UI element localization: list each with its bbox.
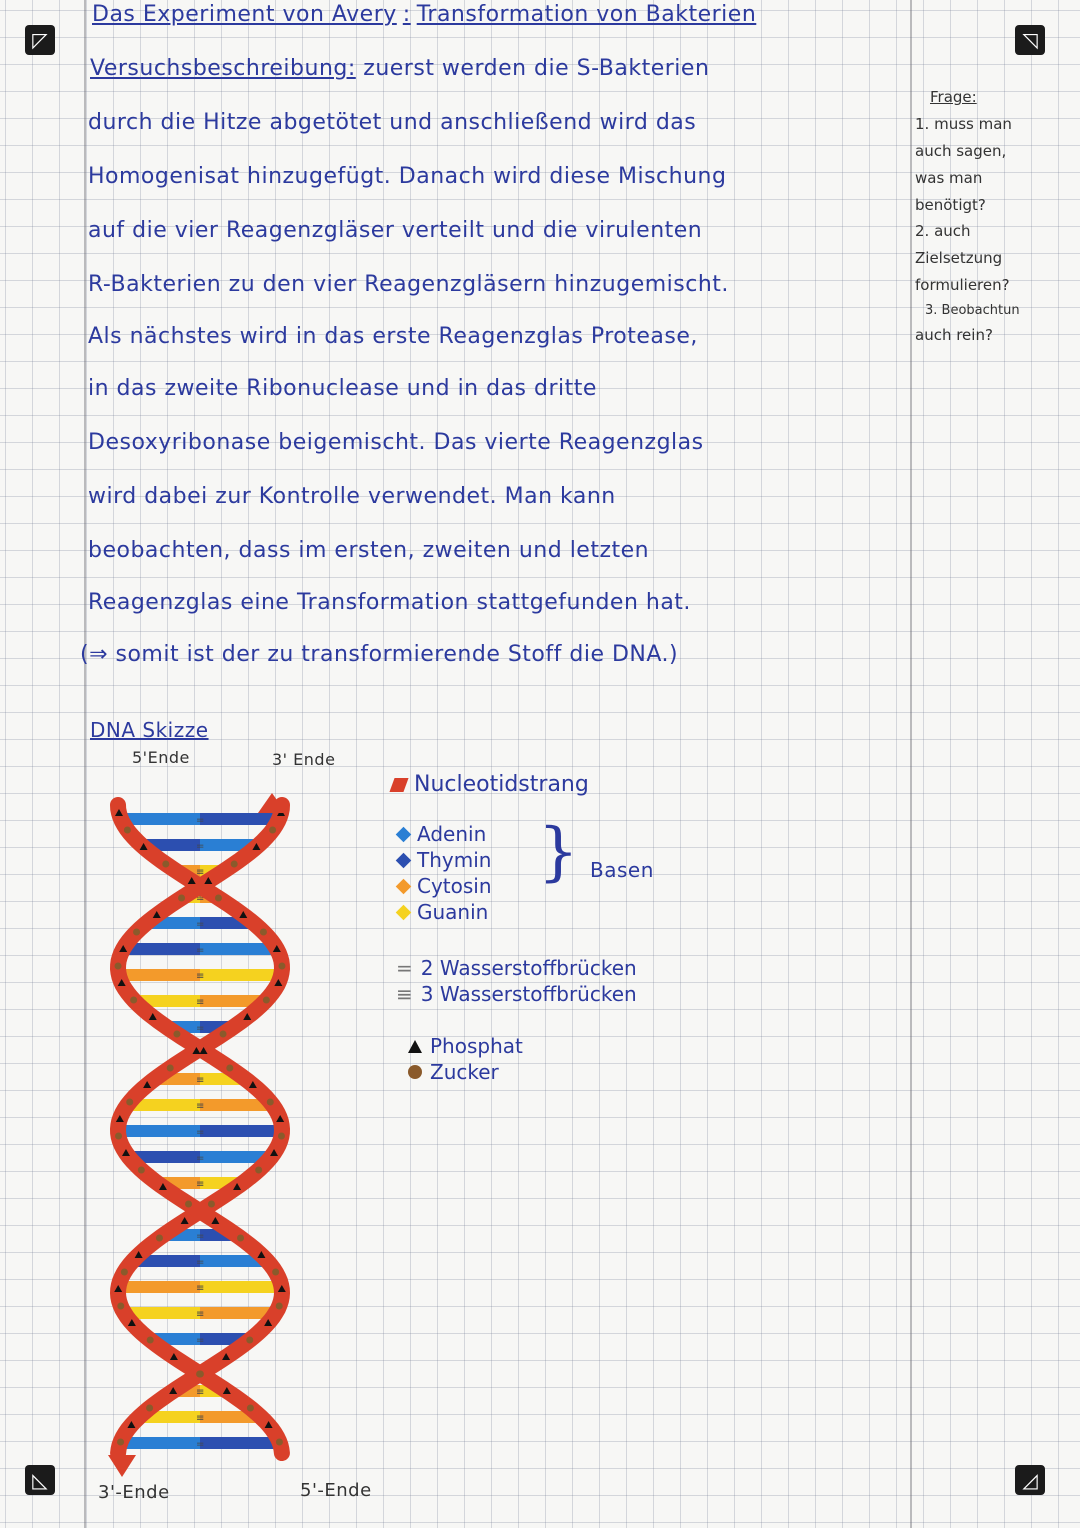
hydrogen-bond-mark: = [196, 841, 205, 852]
base-right [200, 969, 281, 981]
sugar-mark [115, 963, 122, 970]
sugar-mark [215, 895, 222, 902]
side-note-line-1: auch sagen, [915, 142, 1007, 160]
sugar-mark [208, 1201, 215, 1208]
sugar-mark [147, 1337, 154, 1344]
dna-helix-sketch [60, 765, 360, 1495]
base-pairs [118, 813, 282, 1450]
legend-cytosin [398, 874, 492, 898]
hydrogen-bond-mark: ≡ [196, 1309, 205, 1320]
hydrogen-bond-mark: = [196, 1023, 205, 1034]
body-text: zuerst werden die S-Bakterien [363, 56, 710, 81]
description-label: Versuchsbeschreibung: [90, 56, 356, 81]
hydrogen-bond-mark: ≡ [196, 1387, 205, 1398]
hydrogen-bond-mark: = [196, 945, 205, 956]
sugar-mark [126, 1099, 133, 1106]
arrow-bottom [108, 1455, 136, 1477]
sugar-mark [196, 1371, 203, 1378]
sugar-mark [278, 1133, 285, 1140]
body-line-1: durch die Hitze abgetötet und anschließend wird das [88, 110, 697, 135]
side-note-heading: Frage: [930, 88, 977, 106]
body-line-8: wird dabei zur Kontrolle verwendet. Man kann [88, 484, 616, 509]
sugar-mark [269, 827, 276, 834]
corner-mark-top-left: ◸ [25, 25, 55, 55]
legend-cytosin-label: Cytosin [417, 874, 492, 898]
sugar-mark [178, 895, 185, 902]
sugar-mark [167, 1065, 174, 1072]
legend-strand [392, 772, 589, 797]
legend-strand-label: Nucleotidstrang [414, 772, 589, 797]
base-right [200, 813, 279, 825]
body-line-2: Homogenisat hinzugefügt. Danach wird diese Mischung [88, 164, 727, 189]
sugar-mark [246, 1337, 253, 1344]
sugar-mark [276, 1303, 283, 1310]
corner-mark-bottom-right: ◿ [1015, 1465, 1045, 1495]
margin-line-right [910, 0, 912, 1528]
sugar-mark [272, 1269, 279, 1276]
hydrogen-bond-mark: = [196, 1127, 205, 1138]
corner-mark-top-right: ◹ [1015, 25, 1045, 55]
sugar-mark [133, 929, 140, 936]
side-note-line-4: 2. auch [915, 222, 971, 240]
hydrogen-bond-mark: ≡ [196, 997, 205, 1008]
side-note-line-8: auch rein? [915, 326, 993, 344]
page-title [92, 2, 756, 27]
sugar-mark [267, 1099, 274, 1106]
legend-thymin [398, 848, 491, 872]
sugar-mark [115, 1133, 122, 1140]
body-line-6: in das zweite Ribonuclease und in das dritte [88, 376, 597, 401]
hydrogen-bond-mark: = [196, 1257, 205, 1268]
sugar-mark [260, 929, 267, 936]
title-main: Das Experiment von Avery [92, 2, 397, 27]
label-bottom-5-end: 5'-Ende [300, 1480, 372, 1501]
hydrogen-bond-mark: = [196, 1153, 205, 1164]
title-separator: : [402, 2, 411, 27]
sugar-swatch [408, 1065, 422, 1079]
sugar-mark [255, 1167, 262, 1174]
legend-bond-2-label: 2 Wasserstoffbrücken [420, 956, 637, 980]
sugar-mark [247, 1405, 254, 1412]
body-line-11: (⇒ somit ist der zu transformierende Stoff die DNA.) [80, 642, 679, 667]
bond-3-symbol: ≡ [396, 982, 413, 1006]
side-note-line-7: 3. Beobachtun [925, 303, 1020, 318]
base-left [118, 1125, 200, 1137]
legend-bond-3 [396, 982, 637, 1006]
legend-thymin-label: Thymin [417, 848, 492, 872]
sugar-mark [117, 1303, 124, 1310]
sugar-mark [156, 1235, 163, 1242]
sugar-mark [237, 1235, 244, 1242]
legend-guanin [398, 900, 488, 924]
bases-brace: } [538, 815, 579, 889]
legend-phosphate-label: Phosphat [430, 1034, 523, 1058]
sugar-mark [226, 1065, 233, 1072]
bond-2-symbol: = [396, 956, 413, 980]
hydrogen-bond-mark: ≡ [196, 893, 205, 904]
sugar-mark [124, 827, 131, 834]
bases-label: Basen [590, 858, 654, 882]
corner-mark-bottom-left: ◺ [25, 1465, 55, 1495]
hydrogen-bond-mark: ≡ [196, 1413, 205, 1424]
base-left [119, 969, 200, 981]
legend-bond-3-label: 3 Wasserstoffbrücken [420, 982, 637, 1006]
sketch-heading: DNA Skizze [90, 718, 209, 742]
legend-guanin-label: Guanin [417, 900, 489, 924]
sugar-mark [117, 1439, 124, 1446]
base-left [121, 813, 200, 825]
legend-sugar [408, 1060, 499, 1084]
hydrogen-bond-mark: = [196, 1439, 205, 1450]
thymin-swatch [396, 852, 412, 868]
sugar-mark [121, 1269, 128, 1276]
phosphate-swatch [408, 1040, 422, 1053]
hydrogen-bond-mark: ≡ [196, 971, 205, 982]
sugar-mark [278, 963, 285, 970]
hydrogen-bond-mark: ≡ [196, 1075, 205, 1086]
label-top-5-end: 5'Ende [132, 748, 190, 767]
sugar-mark [231, 861, 238, 868]
body-line-10: Reagenzglas eine Transformation stattgefunden hat. [88, 590, 691, 615]
side-note-line-5: Zielsetzung [915, 249, 1003, 267]
side-note-line-3: benötigt? [915, 196, 986, 214]
sugar-mark [220, 1031, 227, 1038]
hydrogen-bond-mark: = [196, 1335, 205, 1346]
body-line-9: beobachten, dass im ersten, zweiten und letzten [88, 538, 650, 563]
sugar-mark [146, 1405, 153, 1412]
side-note-line-2: was man [915, 169, 983, 187]
side-note-line-6: formulieren? [915, 276, 1010, 294]
legend-phosphate [408, 1034, 523, 1058]
strand-swatch [389, 778, 408, 792]
base-left [118, 1281, 200, 1293]
legend-sugar-label: Zucker [430, 1060, 499, 1084]
sugar-mark [173, 1031, 180, 1038]
base-left [120, 1437, 200, 1449]
legend-adenin [398, 822, 486, 846]
hydrogen-bond-mark: ≡ [196, 867, 205, 878]
legend-adenin-label: Adenin [417, 822, 487, 846]
sugar-mark [185, 1201, 192, 1208]
label-bottom-3-end: 3'-Ende [98, 1482, 170, 1503]
cytosin-swatch [396, 878, 412, 894]
sugar-mark [263, 997, 270, 1004]
legend-bond-2 [396, 956, 637, 980]
sugar-mark [162, 861, 169, 868]
hydrogen-bond-mark: = [196, 815, 205, 826]
side-note-line-0: 1. muss man [915, 115, 1012, 133]
hydrogen-bond-mark: = [196, 919, 205, 930]
hydrogen-bond-mark: ≡ [196, 1101, 205, 1112]
body-line-4: R-Bakterien zu den vier Reagenzgläsern hinzugemischt. [88, 272, 729, 297]
body-line-3: auf die vier Reagenzgläser verteilt und die virulenten [88, 218, 703, 243]
base-right [200, 1437, 280, 1449]
sugar-mark [130, 997, 137, 1004]
sugar-mark [276, 1439, 283, 1446]
base-right [200, 1125, 282, 1137]
body-line-5: Als nächstes wird in das erste Reagenzglas Protease, [88, 324, 698, 349]
sugar-mark [138, 1167, 145, 1174]
hydrogen-bond-mark: ≡ [196, 1179, 205, 1190]
label-top-3-end: 3' Ende [272, 750, 336, 769]
title-sub: Transformation von Bakterien [416, 2, 757, 27]
hydrogen-bond-mark: ≡ [196, 1283, 205, 1294]
body-line-0 [90, 56, 709, 81]
guanin-swatch [396, 904, 412, 920]
adenin-swatch [396, 826, 412, 842]
body-line-7: Desoxyribonase beigemischt. Das vierte Reagenzglas [88, 430, 704, 455]
hydrogen-bond-mark: = [196, 1231, 205, 1242]
base-right [200, 1281, 282, 1293]
